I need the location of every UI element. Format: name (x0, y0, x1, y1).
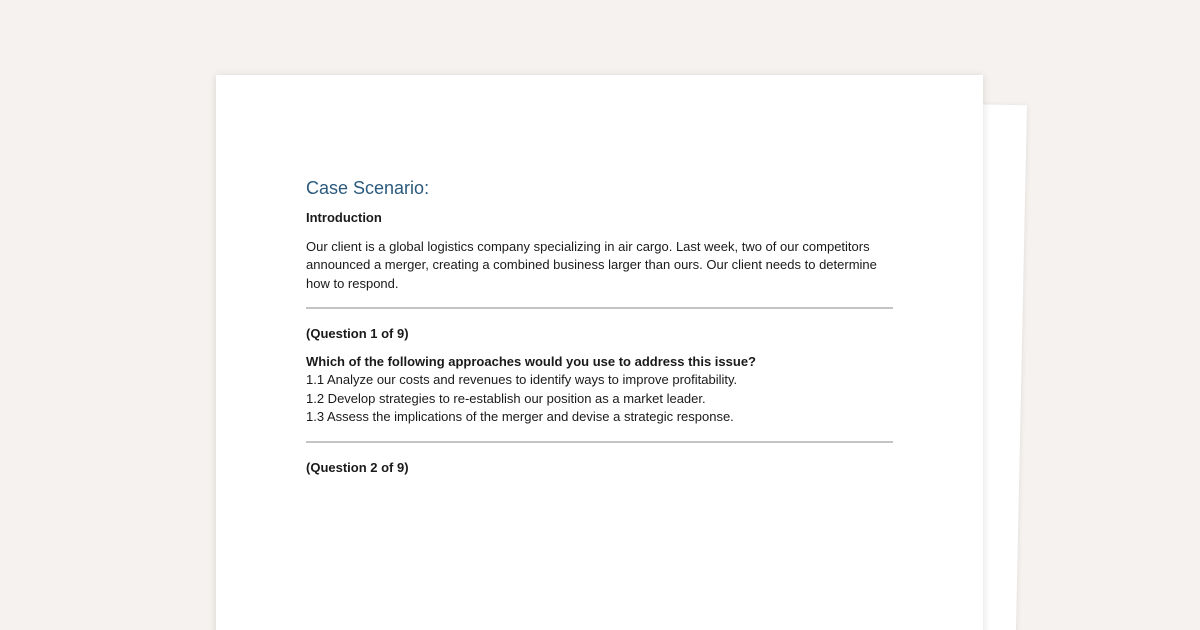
introduction-heading: Introduction (306, 210, 382, 225)
section-divider (306, 441, 893, 443)
case-scenario-title: Case Scenario: (306, 178, 430, 198)
question-1-option-2: 1.2 Develop strategies to re-establish our position as a market leader. (306, 390, 706, 406)
question-2-label: (Question 2 of 9) (306, 459, 409, 475)
question-block-2 (306, 459, 893, 476)
section-divider (306, 307, 893, 309)
document-content (306, 176, 893, 487)
question-block-1 (306, 325, 893, 427)
introduction-paragraph: Our client is a global logistics company specializing in air cargo. Last week, two of our competitors announced a merger, creating a combined business larger than ours. Our client needs to determine how to respond. (306, 239, 877, 291)
question-1-options (306, 371, 893, 427)
question-1-option-1: 1.1 Analyze our costs and revenues to identify ways to improve profitability. (306, 372, 738, 388)
question-1-option-3: 1.3 Assess the implications of the merger and devise a strategic response. (306, 409, 734, 425)
document-page (216, 75, 983, 630)
question-1-prompt: Which of the following approaches would you use to address this issue? (306, 353, 756, 369)
question-1-label: (Question 1 of 9) (306, 325, 409, 341)
